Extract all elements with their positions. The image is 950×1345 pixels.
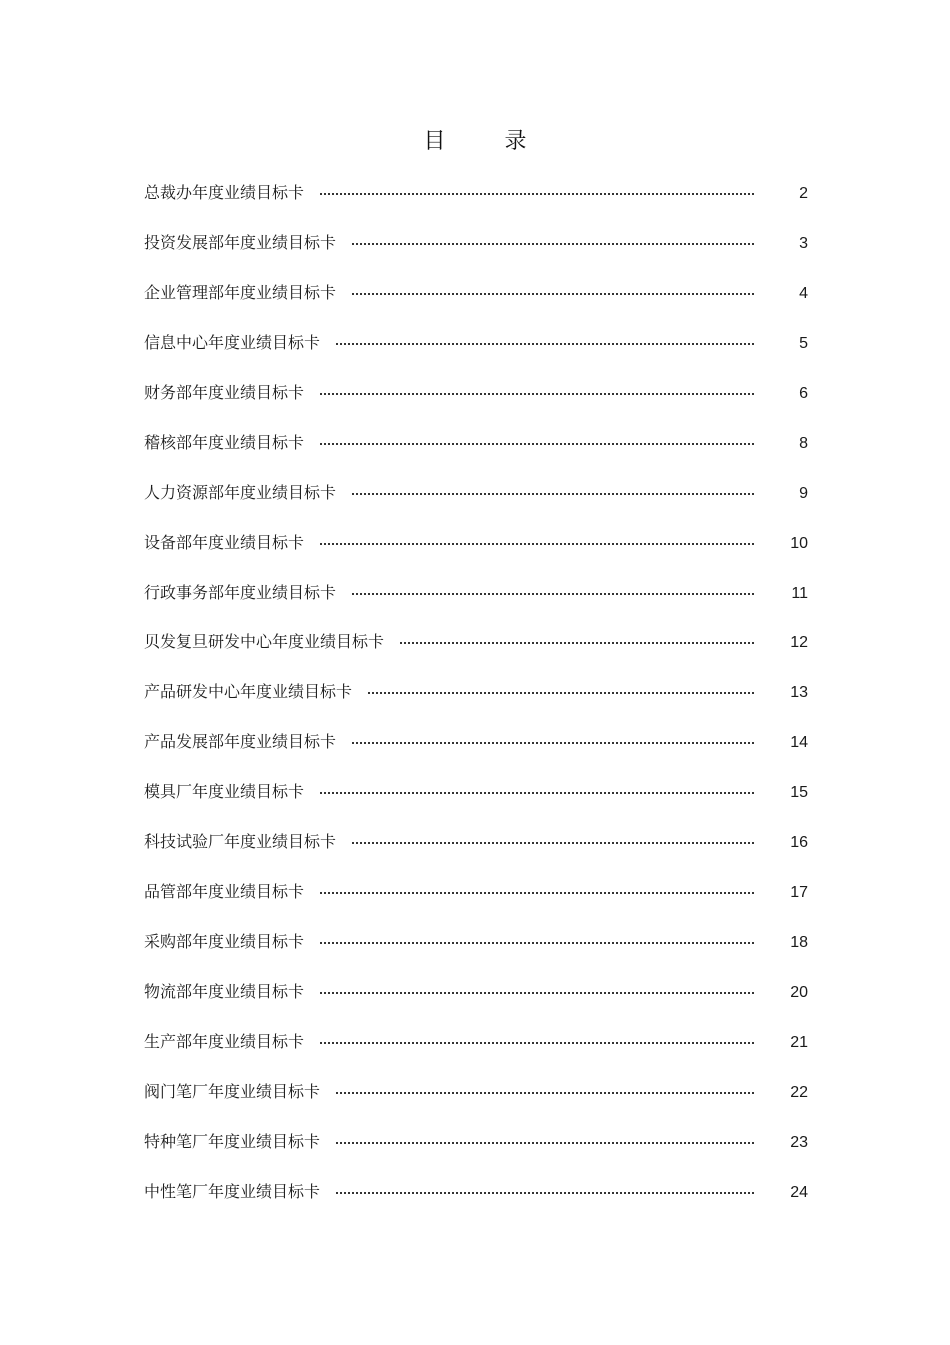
toc-dot-leader xyxy=(352,742,754,744)
toc-entry-page: 10 xyxy=(790,534,808,552)
toc-entry[interactable] xyxy=(144,378,808,428)
toc-entry[interactable] xyxy=(144,677,808,727)
toc-dot-leader xyxy=(320,942,754,944)
toc-entry-label: 贝发复旦研发中心年度业绩目标卡 xyxy=(144,632,385,652)
toc-entry-page: 6 xyxy=(799,384,808,402)
toc-entry-page: 16 xyxy=(790,834,808,852)
toc-entry[interactable] xyxy=(144,877,808,927)
toc-dot-leader xyxy=(320,193,754,195)
toc-dot-leader xyxy=(400,642,754,644)
toc-entry[interactable] xyxy=(144,1027,808,1077)
toc-entry-label: 特种笔厂年度业绩目标卡 xyxy=(144,1131,321,1151)
toc-entry-page: 8 xyxy=(799,434,808,452)
toc-entry-label: 行政事务部年度业绩目标卡 xyxy=(144,582,337,602)
toc-entry[interactable] xyxy=(144,478,808,528)
toc-entry-label: 投资发展部年度业绩目标卡 xyxy=(144,232,337,252)
toc-entry[interactable] xyxy=(144,328,808,378)
toc-entry-page: 5 xyxy=(799,334,808,352)
toc-entry-label: 总裁办年度业绩目标卡 xyxy=(144,183,305,202)
toc-dot-leader xyxy=(320,393,754,395)
toc-entry[interactable] xyxy=(144,278,808,328)
toc-entry-page: 9 xyxy=(799,484,808,502)
toc-entry-label: 企业管理部年度业绩目标卡 xyxy=(144,282,337,302)
toc-dot-leader xyxy=(320,543,754,545)
toc-entry[interactable] xyxy=(144,528,808,578)
toc-entry-label: 物流部年度业绩目标卡 xyxy=(144,982,305,1001)
toc-dot-leader xyxy=(320,792,754,794)
toc-entry-page: 3 xyxy=(799,234,808,252)
toc-entry-label: 财务部年度业绩目标卡 xyxy=(144,382,305,402)
toc-entry[interactable] xyxy=(144,578,808,628)
toc-entry-label: 产品研发中心年度业绩目标卡 xyxy=(144,682,353,702)
toc-dot-leader xyxy=(352,493,754,495)
toc-entry-label: 阀门笔厂年度业绩目标卡 xyxy=(144,1081,321,1101)
toc-entry-page: 22 xyxy=(790,1083,808,1101)
toc-dot-leader xyxy=(352,293,754,295)
toc-entry-page: 24 xyxy=(790,1183,808,1201)
toc-entry-page: 21 xyxy=(790,1033,808,1051)
toc-entry-page: 15 xyxy=(790,784,808,802)
toc-entry-label: 采购部年度业绩目标卡 xyxy=(144,932,305,952)
toc-entry[interactable] xyxy=(144,228,808,278)
toc-dot-leader xyxy=(320,443,754,445)
toc-dot-leader xyxy=(368,692,754,694)
toc-entry-label: 生产部年度业绩目标卡 xyxy=(144,1031,305,1051)
toc-dot-leader xyxy=(336,1092,754,1094)
toc-entry-label: 产品发展部年度业绩目标卡 xyxy=(144,732,337,752)
toc-entry[interactable] xyxy=(144,428,808,478)
toc-entry[interactable] xyxy=(144,927,808,977)
toc-entry[interactable] xyxy=(144,178,808,228)
toc-title: 目 录 xyxy=(423,129,553,154)
toc-entry-label: 人力资源部年度业绩目标卡 xyxy=(144,482,337,502)
toc-entry-page: 14 xyxy=(790,734,808,752)
toc-list xyxy=(144,178,808,1227)
toc-dot-leader xyxy=(336,1142,754,1144)
toc-dot-leader xyxy=(320,992,754,994)
toc-entry-page: 12 xyxy=(790,634,808,652)
toc-entry-label: 设备部年度业绩目标卡 xyxy=(144,532,305,552)
toc-dot-leader xyxy=(320,892,754,894)
toc-dot-leader xyxy=(336,1192,754,1194)
toc-entry[interactable] xyxy=(144,627,808,677)
toc-dot-leader xyxy=(352,842,754,844)
toc-entry-page: 17 xyxy=(790,884,808,902)
toc-entry-label: 信息中心年度业绩目标卡 xyxy=(144,332,321,352)
toc-entry-page: 13 xyxy=(790,684,808,702)
toc-entry[interactable] xyxy=(144,1077,808,1127)
toc-entry-label: 科技试验厂年度业绩目标卡 xyxy=(144,832,337,852)
toc-entry-label: 稽核部年度业绩目标卡 xyxy=(144,432,305,452)
toc-dot-leader xyxy=(320,1042,754,1044)
toc-entry-label: 中性笔厂年度业绩目标卡 xyxy=(144,1181,321,1201)
toc-entry-page: 18 xyxy=(790,934,808,952)
toc-entry-label: 模具厂年度业绩目标卡 xyxy=(144,782,305,802)
toc-entry-label: 品管部年度业绩目标卡 xyxy=(144,882,305,902)
toc-entry-page: 11 xyxy=(791,584,808,602)
toc-entry[interactable] xyxy=(144,1177,808,1227)
toc-entry[interactable] xyxy=(144,727,808,777)
toc-entry-page: 4 xyxy=(799,284,808,302)
toc-dot-leader xyxy=(336,343,754,345)
toc-entry-page: 23 xyxy=(790,1133,808,1151)
toc-entry[interactable] xyxy=(144,1127,808,1177)
toc-entry[interactable] xyxy=(144,977,808,1027)
toc-dot-leader xyxy=(352,243,754,245)
toc-dot-leader xyxy=(352,593,754,595)
toc-entry-page: 20 xyxy=(790,984,808,1001)
toc-entry[interactable] xyxy=(144,827,808,877)
toc-entry-page: 2 xyxy=(799,185,808,202)
toc-entry[interactable] xyxy=(144,777,808,827)
